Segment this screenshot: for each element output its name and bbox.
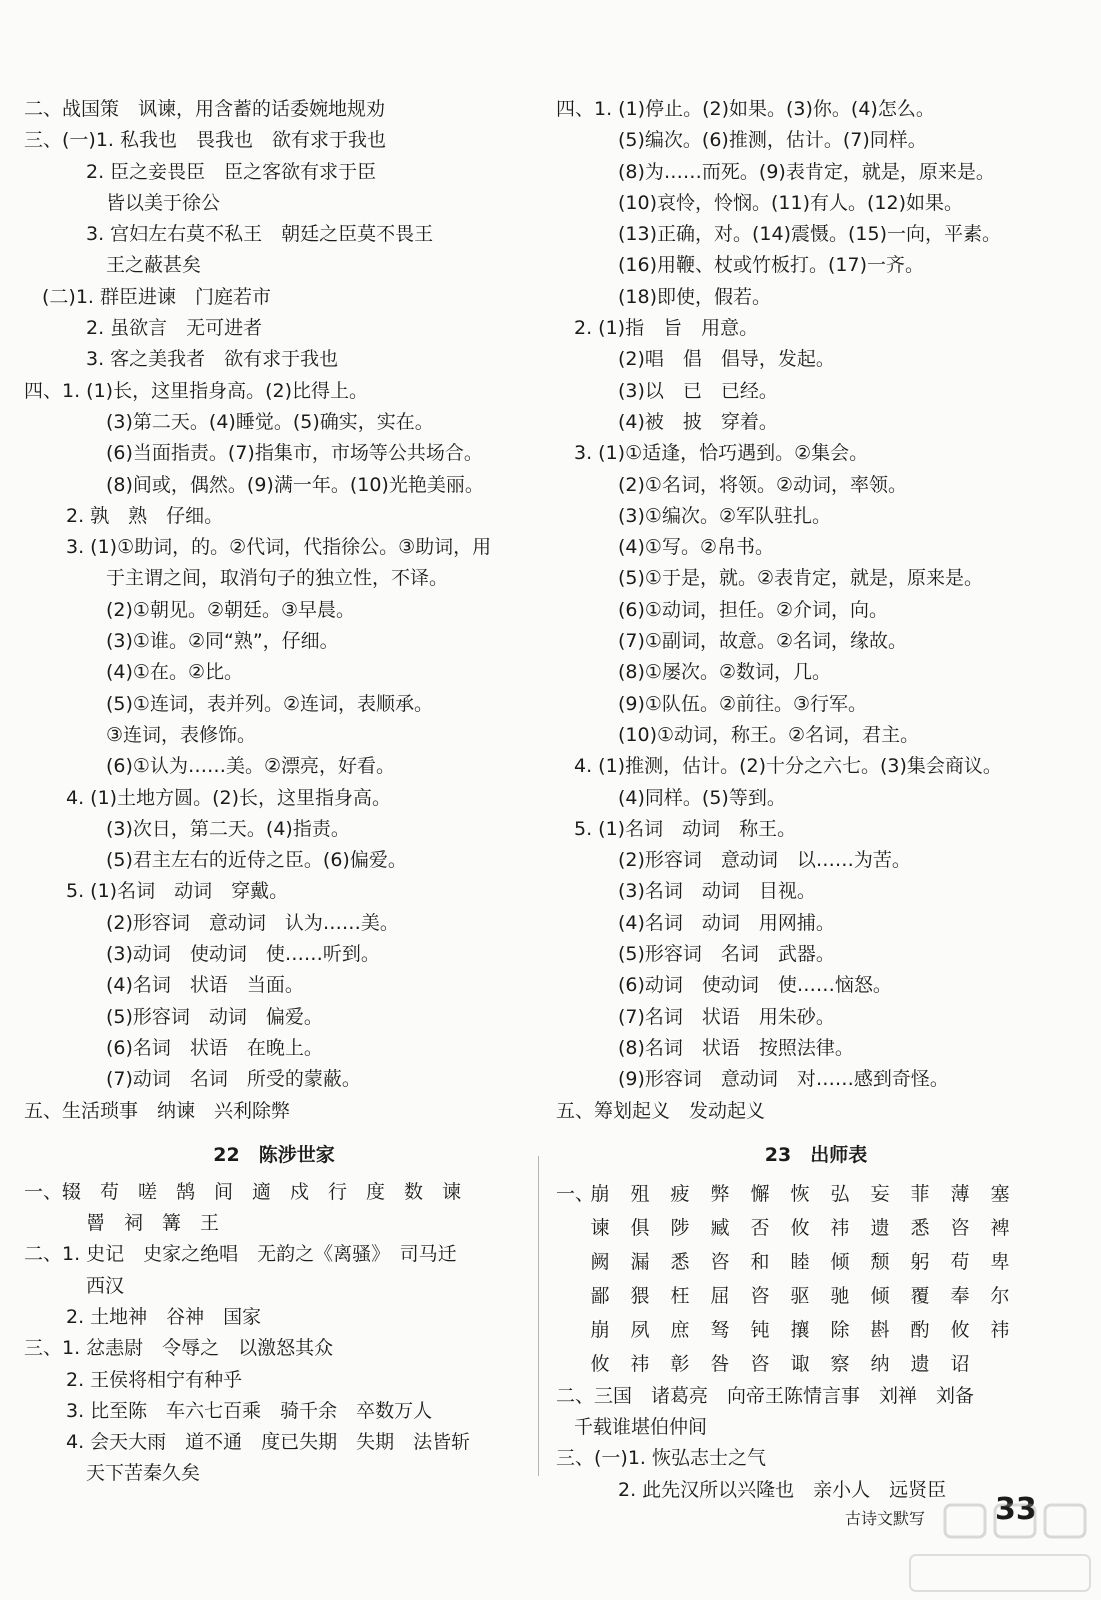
character-row bbox=[556, 1313, 1076, 1347]
character-row bbox=[556, 1245, 1076, 1279]
answer-line: (3)名词 动词 目视。 bbox=[618, 880, 816, 903]
character-cell: 猥 bbox=[630, 1284, 650, 1307]
character-cell: 妄 bbox=[870, 1182, 890, 1205]
answer-line: (5)①于是，就。②表肯定，就是，原来是。 bbox=[618, 567, 983, 590]
answer-line: 4. 会天大雨 道不通 度已失期 失期 法皆斩 bbox=[66, 1431, 471, 1454]
answer-line: (4)①写。②帛书。 bbox=[618, 536, 774, 559]
answer-line: 3. (1)①助词，的。②代词，代指徐公。③助词，用 bbox=[66, 536, 492, 559]
character-cell: 攸 bbox=[950, 1318, 970, 1341]
answer-line: (8)为……而死。(9)表肯定，就是，原来是。 bbox=[618, 160, 995, 183]
character-cell: 诏 bbox=[950, 1352, 970, 1375]
character-cell: 陟 bbox=[670, 1216, 690, 1239]
character-cell: 和 bbox=[750, 1250, 770, 1273]
answer-line: (5)编次。(6)推测，估计。(7)同样。 bbox=[618, 129, 927, 152]
character-cell: 悉 bbox=[910, 1216, 930, 1239]
character-cell: 斟 bbox=[870, 1318, 890, 1341]
character-row bbox=[556, 1211, 1076, 1245]
character-cell: 弘 bbox=[830, 1182, 850, 1205]
section-title-23: 23 出师表 bbox=[764, 1143, 868, 1166]
character-cell: 恢 bbox=[790, 1182, 810, 1205]
answer-line: (6)当面指责。(7)指集市，市场等公共场合。 bbox=[106, 442, 483, 465]
answer-line: 3. 宫妇左右莫不私王 朝廷之臣莫不畏王 bbox=[86, 223, 434, 246]
answer-line: 3. 客之美我者 欲有求于我也 bbox=[86, 348, 339, 371]
answer-line: (6)动词 使动词 使……恼怒。 bbox=[618, 974, 892, 997]
character-cell: 塞 bbox=[990, 1182, 1010, 1205]
character-cell: 驰 bbox=[830, 1284, 850, 1307]
answer-line: 千载谁堪伯仲间 bbox=[574, 1416, 708, 1439]
answer-line: 五、筹划起义 发动起义 bbox=[556, 1099, 766, 1122]
answer-line: (2)形容词 意动词 认为……美。 bbox=[106, 911, 399, 934]
answer-line: (13)正确，对。(14)震慑。(15)一向，平素。 bbox=[618, 223, 1002, 246]
character-cell: 屈 bbox=[710, 1284, 730, 1307]
character-cell: 弊 bbox=[710, 1182, 730, 1205]
section-title-22: 22 陈涉世家 bbox=[213, 1143, 335, 1166]
character-cell: 卑 bbox=[990, 1250, 1010, 1273]
page-number: 33 bbox=[995, 1492, 1037, 1527]
answer-line: 2. 土地神 谷神 国家 bbox=[66, 1305, 262, 1328]
character-cell: 覆 bbox=[910, 1284, 930, 1307]
answer-line: 三、1. 忿恚尉 令辱之 以激怒其众 bbox=[24, 1337, 334, 1360]
character-cell: 酌 bbox=[910, 1318, 930, 1341]
answer-line: 一、辍 苟 嗟 鹄 间 適 戍 行 度 数 谏 bbox=[24, 1180, 462, 1203]
character-cell: 庶 bbox=[670, 1318, 690, 1341]
answer-line: 二、1. 史记 史家之绝唱 无韵之《离骚》 司马迁 bbox=[24, 1243, 457, 1266]
right-column bbox=[556, 94, 1076, 1506]
character-cell: 彰 bbox=[670, 1352, 690, 1375]
answer-line: (4)名词 动词 用网捕。 bbox=[618, 911, 835, 934]
answer-line: (5)君主左右的近侍之臣。(6)偏爱。 bbox=[106, 849, 407, 872]
character-cell: 攸 bbox=[590, 1352, 610, 1375]
answer-line: 3. 比至陈 车六七百乘 骑千余 卒数万人 bbox=[66, 1399, 433, 1422]
character-cell: 睦 bbox=[790, 1250, 810, 1273]
watermark-logo-icon bbox=[900, 1500, 1100, 1600]
character-row bbox=[556, 1177, 1076, 1211]
character-cell: 薄 bbox=[950, 1182, 970, 1205]
answer-line: 四、1. (1)停止。(2)如果。(3)你。(4)怎么。 bbox=[556, 98, 935, 120]
answer-line: (5)形容词 名词 武器。 bbox=[618, 943, 835, 966]
answer-line: (2)形容词 意动词 以……为苦。 bbox=[618, 849, 911, 872]
character-cell: 祎 bbox=[830, 1216, 850, 1239]
answer-line: (二)1. 群臣进谏 门庭若市 bbox=[42, 285, 271, 308]
character-cell: 臧 bbox=[710, 1216, 730, 1239]
section-23-character-grid bbox=[556, 1177, 1076, 1381]
section-23-answers bbox=[556, 1381, 1076, 1506]
character-cell: 躬 bbox=[910, 1250, 930, 1273]
answer-line: (2)①朝见。②朝廷。③早晨。 bbox=[106, 598, 356, 621]
answer-line: 天下苦秦久矣 bbox=[86, 1462, 201, 1485]
answer-line: (5)①连词，表并列。②连词，表顺承。 bbox=[106, 692, 433, 715]
character-cell: 攘 bbox=[790, 1318, 810, 1341]
character-row bbox=[556, 1347, 1076, 1381]
character-cell: 枉 bbox=[670, 1284, 690, 1307]
answer-line: (16)用鞭、杖或竹板打。(17)一齐。 bbox=[618, 254, 925, 277]
answer-line: 2. 臣之妾畏臣 臣之客欲有求于臣 bbox=[86, 160, 377, 183]
character-cell: 祎 bbox=[630, 1352, 650, 1375]
answer-line: 3. (1)①适逢，恰巧遇到。②集会。 bbox=[574, 442, 869, 465]
character-cell: 奉 bbox=[950, 1284, 970, 1307]
character-cell: 谏 bbox=[590, 1216, 610, 1239]
answer-line: (4)名词 状语 当面。 bbox=[106, 974, 304, 997]
answer-line: (3)动词 使动词 使……听到。 bbox=[106, 943, 380, 966]
answer-line: 5. (1)名词 动词 穿戴。 bbox=[66, 880, 289, 903]
answer-line: 五、生活琐事 纳谏 兴利除弊 bbox=[24, 1099, 291, 1122]
character-cell: 钝 bbox=[750, 1318, 770, 1341]
answer-line: 四、1. (1)长，这里指身高。(2)比得上。 bbox=[24, 379, 368, 402]
answer-line: ③连词，表修饰。 bbox=[106, 723, 257, 746]
answer-line: (2)唱 倡 倡导，发起。 bbox=[618, 348, 835, 371]
answer-line: (7)名词 状语 用朱砂。 bbox=[618, 1005, 835, 1028]
answer-line: (10)①动词，称王。②名词，君主。 bbox=[618, 723, 920, 746]
answer-line: (4)同样。(5)等到。 bbox=[618, 786, 786, 809]
character-row bbox=[556, 1279, 1076, 1313]
left-answer-lines bbox=[24, 94, 524, 1127]
answer-line: 皆以美于徐公 bbox=[106, 191, 221, 214]
character-cell: 驽 bbox=[710, 1318, 730, 1341]
character-cell: 裨 bbox=[990, 1216, 1010, 1239]
character-cell: 鄙 bbox=[590, 1284, 610, 1307]
answer-line: (4)①在。②比。 bbox=[106, 661, 243, 684]
answer-line: (8)①屡次。②数词，几。 bbox=[618, 661, 831, 684]
character-cell: 祎 bbox=[990, 1318, 1010, 1341]
character-cell: 尔 bbox=[990, 1284, 1010, 1307]
answer-line: 2. 此先汉所以兴隆也 亲小人 远贤臣 bbox=[618, 1478, 947, 1501]
answer-line: (9)①队伍。②前往。③行军。 bbox=[618, 692, 868, 715]
character-cell: 遗 bbox=[870, 1216, 890, 1239]
character-cell: 否 bbox=[750, 1216, 770, 1239]
answer-line: 王之蔽甚矣 bbox=[106, 254, 202, 277]
row-prefix: 一、 bbox=[556, 1182, 595, 1205]
answer-line: (6)①动词，担任。②介词，向。 bbox=[618, 598, 888, 621]
answer-line: 4. (1)土地方圆。(2)长，这里指身高。 bbox=[66, 786, 391, 809]
answer-line: 5. (1)名词 动词 称王。 bbox=[574, 817, 797, 840]
answer-line: (8)名词 状语 按照法律。 bbox=[618, 1036, 854, 1059]
answer-line: 2. 王侯将相宁有种乎 bbox=[66, 1368, 243, 1391]
answer-line: 于主谓之间，取消句子的独立性，不译。 bbox=[106, 567, 449, 590]
character-cell: 阙 bbox=[590, 1250, 610, 1273]
character-cell: 咎 bbox=[710, 1352, 730, 1375]
character-cell: 俱 bbox=[630, 1216, 650, 1239]
answer-line: 4. (1)推测，估计。(2)十分之六七。(3)集会商议。 bbox=[574, 755, 1002, 778]
character-cell: 殂 bbox=[630, 1182, 650, 1205]
answer-line: (3)第二天。(4)睡觉。(5)确实，实在。 bbox=[106, 410, 434, 433]
character-cell: 菲 bbox=[910, 1182, 930, 1205]
character-cell: 苟 bbox=[950, 1250, 970, 1273]
answer-line: 罾 祠 篝 王 bbox=[86, 1212, 220, 1235]
character-cell: 咨 bbox=[750, 1284, 770, 1307]
section-22-answers bbox=[24, 1177, 524, 1490]
answer-line: (7)①副词，故意。②名词，缘故。 bbox=[618, 630, 907, 653]
character-cell: 纳 bbox=[870, 1352, 890, 1375]
character-cell: 咨 bbox=[950, 1216, 970, 1239]
character-cell: 崩 bbox=[590, 1182, 610, 1205]
character-cell: 咨 bbox=[710, 1250, 730, 1273]
character-cell: 颓 bbox=[870, 1250, 890, 1273]
character-cell: 夙 bbox=[630, 1318, 650, 1341]
character-cell: 崩 bbox=[590, 1318, 610, 1341]
answer-line: 二、三国 诸葛亮 向帝王陈情言事 刘禅 刘备 bbox=[556, 1384, 975, 1407]
character-cell: 遗 bbox=[910, 1352, 930, 1375]
answer-line: 二、战国策 讽谏，用含蓄的话委婉地规劝 bbox=[24, 98, 386, 120]
character-cell: 察 bbox=[830, 1352, 850, 1375]
answer-line: (7)动词 名词 所受的蒙蔽。 bbox=[106, 1068, 361, 1091]
answer-line: (18)即使，假若。 bbox=[618, 285, 772, 308]
answer-line: 西汉 bbox=[86, 1274, 125, 1297]
character-cell: 攸 bbox=[790, 1216, 810, 1239]
left-column bbox=[24, 94, 524, 1490]
answer-line: (3)①编次。②军队驻扎。 bbox=[618, 504, 831, 527]
answer-line: (3)①谁。②同“熟”，仔细。 bbox=[106, 630, 339, 653]
answer-line: 2. 孰 熟 仔细。 bbox=[66, 504, 224, 527]
column-divider bbox=[538, 1156, 539, 1476]
answer-line: (6)①认为……美。②漂亮，好看。 bbox=[106, 755, 395, 778]
answer-line: (3)次日，第二天。(4)指责。 bbox=[106, 817, 350, 840]
answer-line: 2. 虽欲言 无可进者 bbox=[86, 317, 263, 340]
character-cell: 倾 bbox=[830, 1250, 850, 1273]
character-cell: 漏 bbox=[630, 1250, 650, 1273]
character-cell: 倾 bbox=[870, 1284, 890, 1307]
character-cell: 驱 bbox=[790, 1284, 810, 1307]
character-cell: 咨 bbox=[750, 1352, 770, 1375]
answer-line: (6)名词 状语 在晚上。 bbox=[106, 1036, 323, 1059]
answer-line: (8)间或，偶然。(9)满一年。(10)光艳美丽。 bbox=[106, 473, 484, 496]
character-cell: 悉 bbox=[670, 1250, 690, 1273]
answer-line: (3)以 已 已经。 bbox=[618, 379, 778, 402]
answer-line: (2)①名词，将领。②动词，率领。 bbox=[618, 473, 907, 496]
character-cell: 疲 bbox=[670, 1182, 690, 1205]
answer-line: (4)被 披 穿着。 bbox=[618, 410, 778, 433]
answer-line: (10)哀怜，怜悯。(11)有人。(12)如果。 bbox=[618, 191, 964, 214]
answer-line: 三、(一)1. 恢弘志士之气 bbox=[556, 1447, 766, 1470]
character-cell: 懈 bbox=[750, 1182, 770, 1205]
answer-line: (5)形容词 动词 偏爱。 bbox=[106, 1005, 323, 1028]
answer-line: (9)形容词 意动词 对……感到奇怪。 bbox=[618, 1068, 949, 1091]
right-answer-lines bbox=[556, 94, 1076, 1127]
answer-line: 三、(一)1. 私我也 畏我也 欲有求于我也 bbox=[24, 129, 386, 152]
answer-line: 2. (1)指 旨 用意。 bbox=[574, 317, 759, 340]
character-cell: 诹 bbox=[790, 1352, 810, 1375]
footer-label: 古诗文默写 bbox=[845, 1509, 926, 1528]
character-cell: 除 bbox=[830, 1318, 850, 1341]
